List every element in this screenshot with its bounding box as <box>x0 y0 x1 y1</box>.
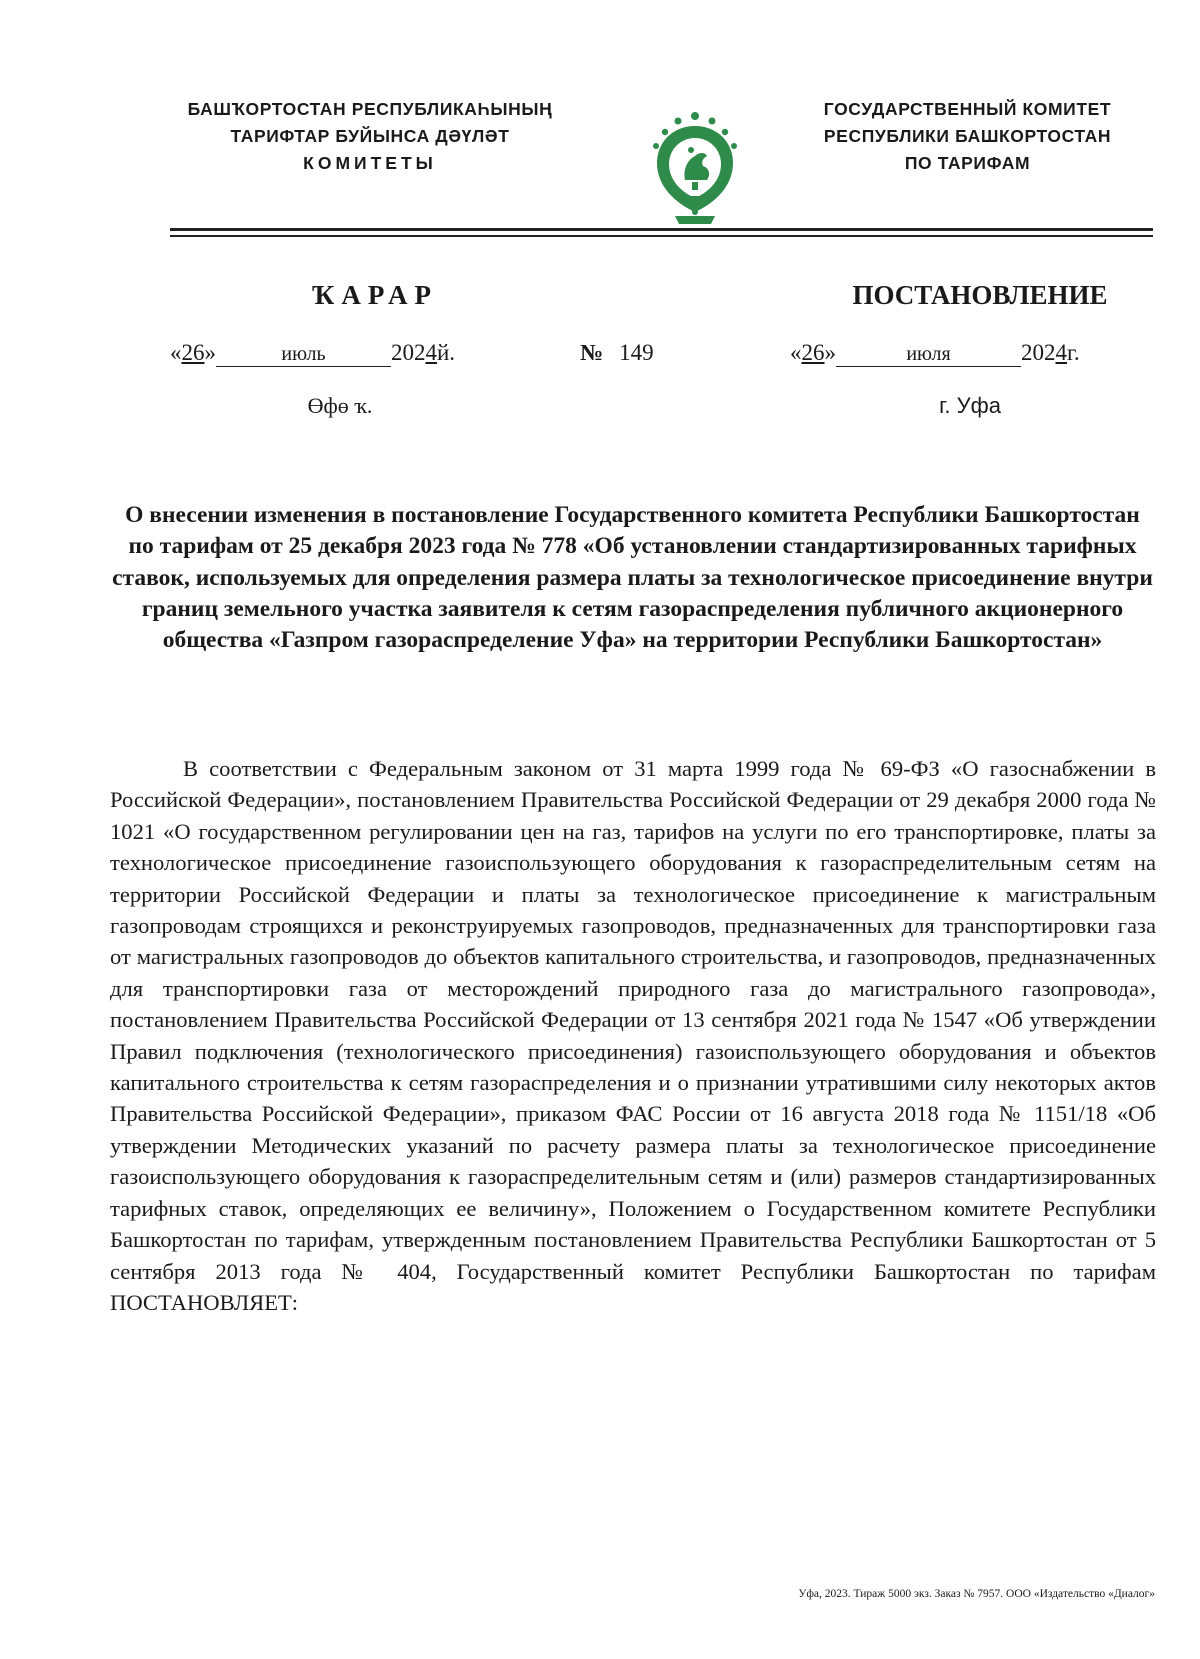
date-right-close-quote: » <box>824 340 836 365</box>
date-right-month: июля <box>836 343 1021 367</box>
print-footer: Уфа, 2023. Тираж 5000 экз. Заказ № 7957. ООО «Издательство «Диалог» <box>798 1588 1155 1600</box>
doc-number <box>580 340 654 366</box>
document-body: В соответствии с Федеральным законом от 31 марта 1999 года № 69-ФЗ «О газоснабжении в Российской Федерации», постановлением Правительства Российской Федерации от 29 декабря 2000 года № 1021 «О государственном регулировании цен на газ, тарифов на услуги по его транспортировке, платы за технологическое присоединение газоиспользующего оборудования к газораспределительным сетям на территории Российской Федерации и платы за технологическое присоединение к магистральным газопроводам строящихся и реконструируемых газопроводов, предназначенных для транспортировки газа от магистральных газопроводов до объектов капитального строительства, и газопроводов, предназначенных для транспортировки газа от месторождений природного газа до магистрального газопровода», постановлением Правительства Российской Федерации от 13 сентября 2021 года № 1547 «Об утверждении Правил подключения (технологического присоединения) газоиспользующего оборудования и объектов капитального строительства к сетям газораспределения и о признании утратившими силу некоторых актов Правительства Российской Федерации», приказом ФАС России от 16 августа 2018 года № 1151/18 «Об утверждении Методических указаний по расчету размера платы за технологическое присоединение газоиспользующего оборудования к газораспределительным сетям и (или) размеров стандартизированных тарифных ставок, определяющих ее величину», Положением о Государственном комитете Республики Башкортостан по тарифам, утвержденным постановлением Правительства Республики Башкортостан от 5 сентября 2013 года № 404, Государственный комитет Республики Башкортостан по тарифам ПОСТАНОВЛЯЕТ: <box>110 756 1156 1315</box>
date-left-year-unit: й. <box>437 340 456 365</box>
date-left-day: 26 <box>181 340 205 365</box>
city-right: г. Уфа <box>939 393 1001 418</box>
city-left: Өфө ҡ. <box>307 393 373 418</box>
bashkortostan-coat-of-arms-icon <box>645 108 745 228</box>
date-right <box>790 340 1080 367</box>
date-left-month: июль <box>216 343 391 367</box>
doc-type-postanovlenie: ПОСТАНОВЛЕНИЕ <box>852 280 1108 310</box>
document-title: О внесении изменения в постановление Государственного комитета Республики Башкортостан по тарифам от 25 декабря 2023 года № 778 «Об установлении стандартизированных тарифных ставок, используемых для определения размера платы за технологическое присоединение внутри границ земельного участка заявителя к сетям газораспределения публичного акционерного общества «Газпром газораспределение Уфа» на территории Республики Башкортостан» <box>112 502 1153 654</box>
header-left-line3: КОМИТЕТЫ <box>303 153 437 173</box>
date-left <box>170 340 455 367</box>
date-right-day: 26 <box>801 340 825 365</box>
date-right-open-quote: « <box>790 340 802 365</box>
header-left-line2: ТАРИФТАР БУЙЫНСА ДӘҮЛӘТ <box>230 126 510 146</box>
date-left-year-prefix: 202 <box>391 340 426 365</box>
header-right <box>780 96 1155 177</box>
date-left-close-quote: » <box>204 340 216 365</box>
header-divider-thick <box>170 228 1153 231</box>
header-right-line1: ГОСУДАРСТВЕННЫЙ КОМИТЕТ <box>823 99 1112 119</box>
doc-type-karar: ҠАРАР <box>312 280 438 310</box>
date-right-year-suffix: 4 <box>1055 340 1067 365</box>
date-right-year-prefix: 202 <box>1021 340 1056 365</box>
doc-number-sign: № <box>580 340 604 365</box>
header-right-line3: ПО ТАРИФАМ <box>904 153 1031 173</box>
date-right-year-unit: г. <box>1067 340 1080 365</box>
date-left-open-quote: « <box>170 340 182 365</box>
header-left <box>150 96 590 177</box>
header-divider-thin <box>170 235 1153 237</box>
doc-number-value: 149 <box>619 340 654 365</box>
header-right-line2: РЕСПУБЛИКИ БАШКОРТОСТАН <box>823 126 1112 146</box>
header-left-line1: БАШҠОРТОСТАН РЕСПУБЛИКАҺЫНЫҢ <box>187 99 553 119</box>
date-left-year-suffix: 4 <box>425 340 437 365</box>
